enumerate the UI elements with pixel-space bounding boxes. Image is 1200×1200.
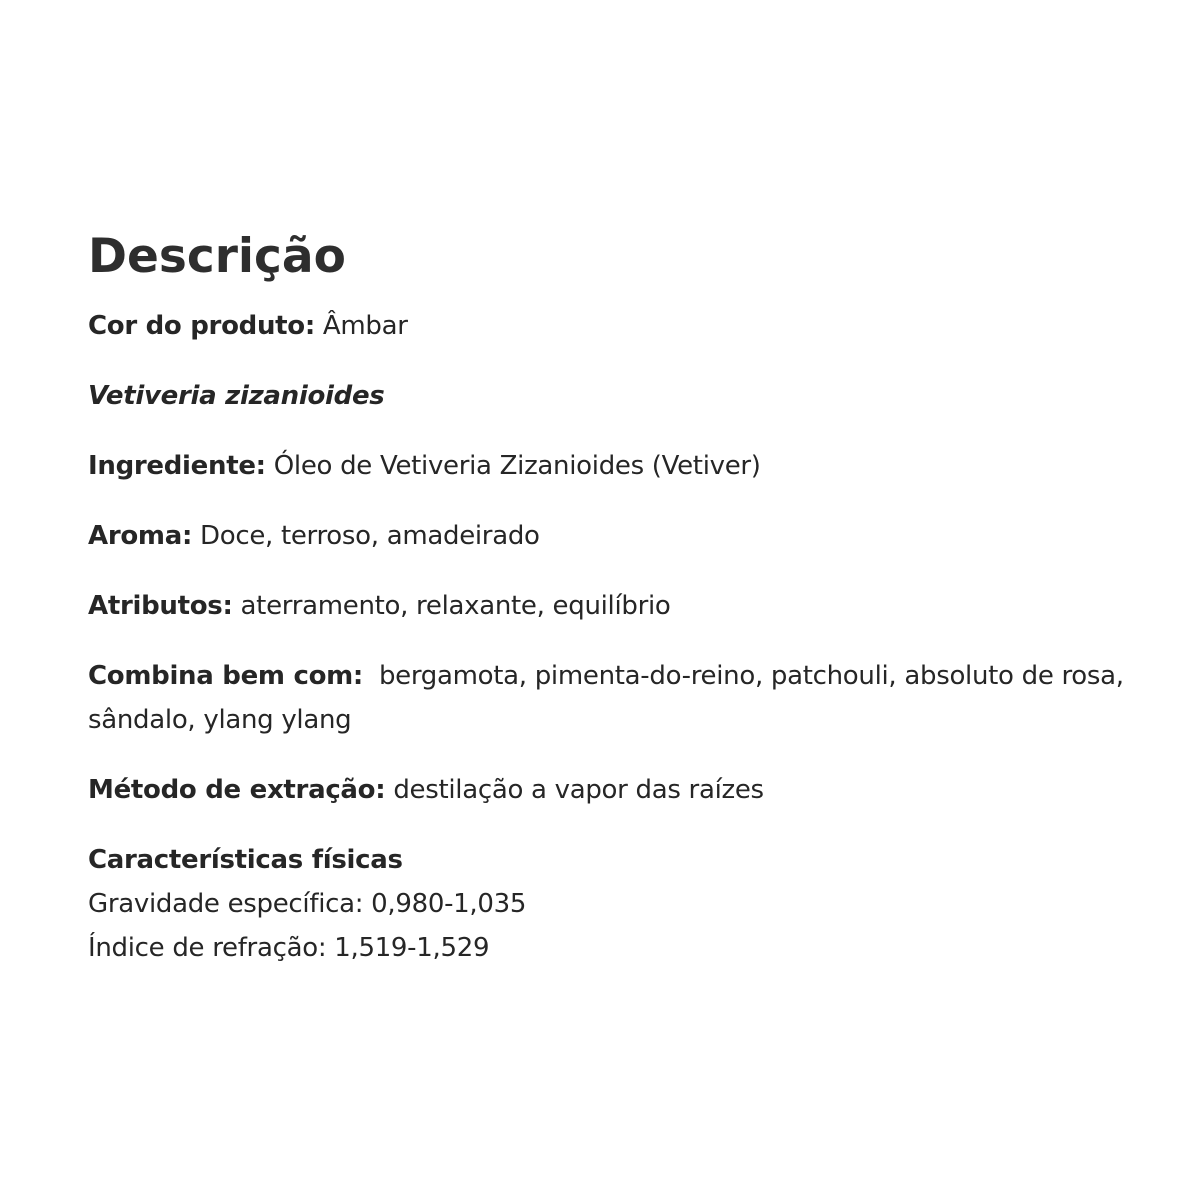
ingredient-value: Óleo de Vetiveria Zizanioides (Vetiver) (273, 451, 761, 481)
physical-characteristics (88, 838, 1130, 970)
species-name: Vetiveria zizanioides (88, 381, 385, 411)
species-row (88, 374, 1130, 418)
ingredient-label: Ingrediente: (88, 451, 266, 481)
extraction-method-value: destilação a vapor das raízes (393, 775, 764, 805)
physical-characteristics-title: Características físicas (88, 845, 403, 875)
extraction-method-label: Método de extração: (88, 775, 386, 805)
aroma-row (88, 514, 1130, 558)
product-color-row (88, 304, 1130, 348)
attributes-row (88, 584, 1130, 628)
extraction-method-row (88, 768, 1130, 812)
page-title: Descrição (88, 229, 346, 284)
refractive-index: Índice de refração: 1,519-1,529 (88, 933, 490, 963)
specific-gravity: Gravidade específica: 0,980-1,035 (88, 889, 527, 919)
attributes-label: Atributos: (88, 591, 233, 621)
blends-with-label: Combina bem com: (88, 661, 364, 691)
blends-with-value: bergamota, pimenta-do-reino, patchouli, absoluto de rosa, sândalo, ylang ylang (88, 661, 1124, 735)
ingredient-row (88, 444, 1130, 488)
attributes-value: aterramento, relaxante, equilíbrio (240, 591, 671, 621)
product-color-label: Cor do produto: (88, 311, 315, 341)
aroma-value: Doce, terroso, amadeirado (200, 521, 540, 551)
product-color-value: Âmbar (322, 311, 408, 341)
aroma-label: Aroma: (88, 521, 193, 551)
blends-with-row (88, 654, 1130, 742)
